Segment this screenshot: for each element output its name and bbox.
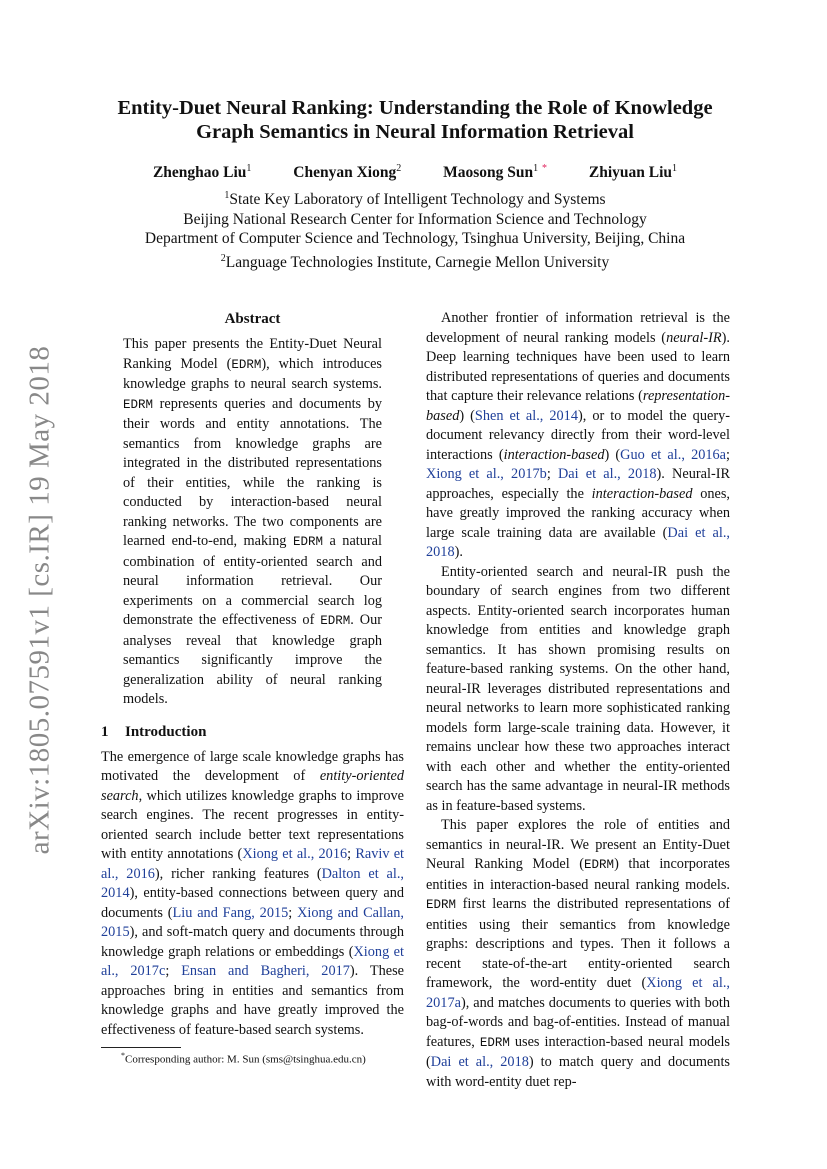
author-list <box>100 163 730 182</box>
footnote: *Corresponding author: M. Sun (sms@tsinghua.edu.cn) <box>121 1051 366 1066</box>
title-line-1: Entity-Duet Neural Ranking: Understanding the Role of Knowledge <box>117 97 713 119</box>
abstract-heading: Abstract <box>224 311 281 327</box>
citation-link[interactable]: Dai et al., 2018 <box>430 1054 529 1070</box>
citation-link[interactable]: Ensan and Bagheri, 2017 <box>181 963 350 979</box>
affiliation: Beijing National Research Center for Information Science and Technology <box>183 210 647 228</box>
body-paragraph: Entity-oriented search and neural-IR push the boundary of search engines from two different aspects. Entity-oriented search incorporates human knowledge from entities and knowledge graph semantics. It has shown promising results on feature-based ranking systems. On the other hand, neural-IR leverages distributed representations and neural networks to learn more sophisticated ranking models form large-scale training data. However, it remains unclear how these two approaches interact with each other and whether the entity-oriented search has the same advantage in neural-IR methods as in feature-based systems. <box>426 563 730 814</box>
section-heading-introduction: 1 Introduction <box>101 723 207 740</box>
citation-link[interactable]: Dai et al., 2018 <box>557 466 657 482</box>
author: Maosong Sun$^1$ * <box>443 163 548 182</box>
left-column <box>101 309 404 1040</box>
author: Chenyan Xiong$^2$ <box>293 163 402 182</box>
affiliation: Department of Computer Science and Technology, Tsinghua University, Beijing, China <box>144 230 686 248</box>
author: Zhiyuan Liu$^1$ <box>588 163 678 182</box>
citation-link[interactable]: Xiong et al., 2017a <box>426 975 730 1011</box>
footnote-divider <box>101 1047 181 1048</box>
affiliation: $^1$State Key Laboratory of Intelligent Technology and Systems <box>224 190 606 209</box>
citation-link[interactable]: Xiong et al., 2017c <box>101 943 404 979</box>
citation-link[interactable]: Dalton et al., 2014 <box>101 865 404 901</box>
citation-link[interactable]: Dai et al., 2018 <box>426 524 730 560</box>
citation-link[interactable]: Raviv et al., 2016 <box>101 846 405 882</box>
arxiv-watermark <box>18 345 62 855</box>
paper-title <box>100 96 730 144</box>
author: Zhenghao Liu$^1$ <box>152 163 252 182</box>
citation-link[interactable]: Xiong and Callan, 2015 <box>101 904 404 940</box>
citation-link[interactable]: Shen et al., 2014 <box>474 407 578 424</box>
body-paragraph: Another frontier of information retrieval is the development of neural ranking models (neural-IR). Deep learning techniques have been used to learn distributed representations of queries and documents that capture their relevance relations (representation-based) (Shen et al., 2014), or to model the query-document relevancy directly from their word-level interactions (interaction-based) (Guo et al., 2016a; Xiong et al., 2017b; Dai et al., 2018). Neural-IR approaches, especially the interaction-based ones, have greatly improved the ranking accuracy when large scale training data are available (Dai et al., 2018). <box>426 310 730 560</box>
arxiv-id[interactable]: arXiv:1805.07591v1 [cs.IR] 19 May 2018 <box>23 345 56 855</box>
footnote-marker[interactable]: * <box>542 163 548 174</box>
citation-link[interactable]: Guo et al., 2016a <box>620 446 727 463</box>
citation-link[interactable]: Xiong et al., 2016 <box>242 846 348 862</box>
citation-link[interactable]: Xiong et al., 2017b <box>426 466 547 482</box>
citation-link[interactable]: Liu and Fang, 2015 <box>172 904 289 921</box>
affiliation: $^2$Language Technologies Institute, Carnegie Mellon University <box>220 252 610 271</box>
right-column <box>426 309 730 1092</box>
affiliations <box>100 186 730 272</box>
intro-paragraph: The emergence of large scale knowledge graphs has motivated the development of entity-oriented search, which utilizes knowledge graphs to improve search engines. The recent progresses in entity-oriented search include better text representations with entity annotations (Xiong et al., 2016; Raviv et al., 2016), richer ranking features (Dalton et al., 2014), entity-based connections between query and documents (Liu and Fang, 2015; Xiong and Callan, 2015), and soft-match query and documents through knowledge graph relations or embeddings (Xiong et al., 2017c; Ensan and Bagheri, 2017). These approaches bring in entities and semantics from knowledge graphs and have greatly improved the effectiveness of feature-based search systems. <box>101 748 405 1038</box>
abstract-body: This paper presents the Entity-Duet Neural Ranking Model (EDRM), which introduces knowledge graphs to neural search systems. EDRM represents queries and documents by their words and entity annotations. The semantics from knowledge graphs are integrated in the distributed representations of their entities, while the ranking is conducted by interaction-based neural ranking networks. The two components are learned end-to-end, making EDRM a natural combination of entity-oriented search and neural information retrieval. Our experiments on a commercial search log demonstrate the effectiveness of EDRM. Our analyses reveal that knowledge graph semantics significantly improve the generalization ability of neural ranking models. <box>123 336 383 707</box>
body-paragraph: This paper explores the role of entities and semantics in neural-IR. We present an Entity-Duet Neural Ranking Model (EDRM) that incorporates entities in interaction-based neural ranking models. EDRM first learns the distributed representations of entities using their semantics from knowledge graphs: descriptions and types. Then it follows a recent state-of-the-art entity-oriented search framework, the word-entity duet (Xiong et al., 2017a), and matches documents to queries with both bag-of-words and bag-of-entities. Instead of manual features, EDRM uses interaction-based neural models (Dai et al., 2018) to match query and documents with word-entity duet rep- <box>426 817 730 1090</box>
title-line-2: Graph Semantics in Neural Information Retrieval <box>196 121 634 143</box>
